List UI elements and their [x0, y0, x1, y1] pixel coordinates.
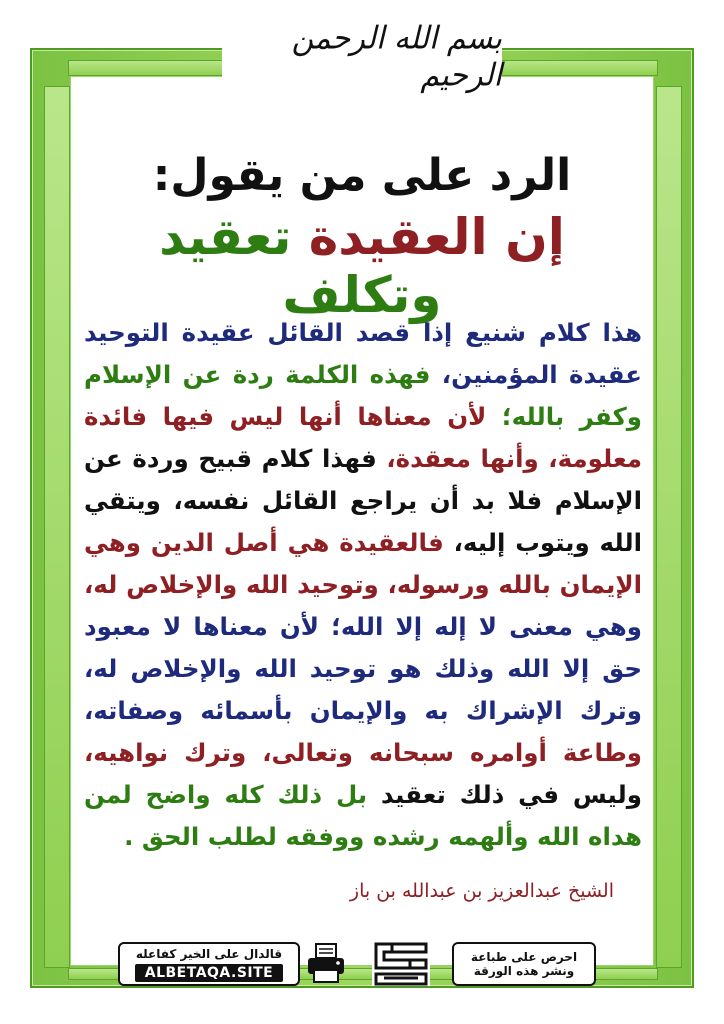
basmala-text: بسم الله الرحمن الرحيم [291, 20, 502, 94]
body-segment: وطاعة أوامره سبحانه وتعالى، وترك نواهيه، [84, 738, 642, 767]
title-part-taqeed: تعقيد [159, 208, 292, 266]
body-segment: بل ذلك كله واضح لمن هداه الله وألهمه رشده ووفقه لطلب الحق . [84, 780, 642, 851]
body-segment: فهذه الكلمة ردة عن الإسلام وكفر بالله؛ [84, 360, 642, 431]
footer-site-link[interactable]: ALBETAQA.SITE [135, 964, 284, 982]
dawa-logo-icon [370, 938, 432, 988]
body-segment: هذا كلام شنيع إذا قصد القائل عقيدة التوحيد عقيدة المؤمنين، [84, 318, 643, 389]
footer-print-line-1: احرص على طباعة [470, 950, 578, 964]
title-part-aqeeda: إن العقيدة [308, 208, 565, 266]
title-line-2 [90, 208, 634, 324]
printer-icon [304, 940, 348, 986]
frame-bar-left [44, 86, 70, 968]
fatwa-body [84, 312, 642, 858]
footer-print-line-2: ونشر هذه الورقة [473, 964, 575, 978]
footer-print-box [452, 942, 596, 986]
footer-hadith-line: قالدال على الخير كفاعله [135, 946, 283, 961]
frame-bar-right [656, 86, 682, 968]
body-segment: وليس في ذلك تعقيد [367, 780, 642, 809]
body-segment: فهذا كلام قبيح وردة عن الإسلام فلا بد أن يراجع القائل نفسه، ويتقي الله ويتوب إليه، [84, 444, 643, 557]
title-line-1: الرد على من يقول: [152, 150, 572, 201]
signature: الشيخ عبدالعزيز بن عبدالله بن باز [349, 880, 614, 902]
basmala-calligraphy [222, 12, 502, 102]
body-segment: لأن معناها أنها ليس فيها فائدة معلومة، وأنها معقدة، [84, 402, 642, 473]
title-part-takalluf: وتكلف [282, 266, 442, 324]
footer-site-box[interactable] [118, 942, 300, 986]
body-segment: وهي معنى لا إله إلا الله؛ لأن معناها لا معبود حق إلا الله وذلك هو توحيد الله والإخلاص له، وترك الإشراك به والإيمان بأسمائه وصفاته، [84, 612, 642, 725]
body-segment: فالعقيدة هي أصل الدين وهي الإيمان بالله ورسوله، وتوحيد الله والإخلاص له، [84, 528, 642, 599]
